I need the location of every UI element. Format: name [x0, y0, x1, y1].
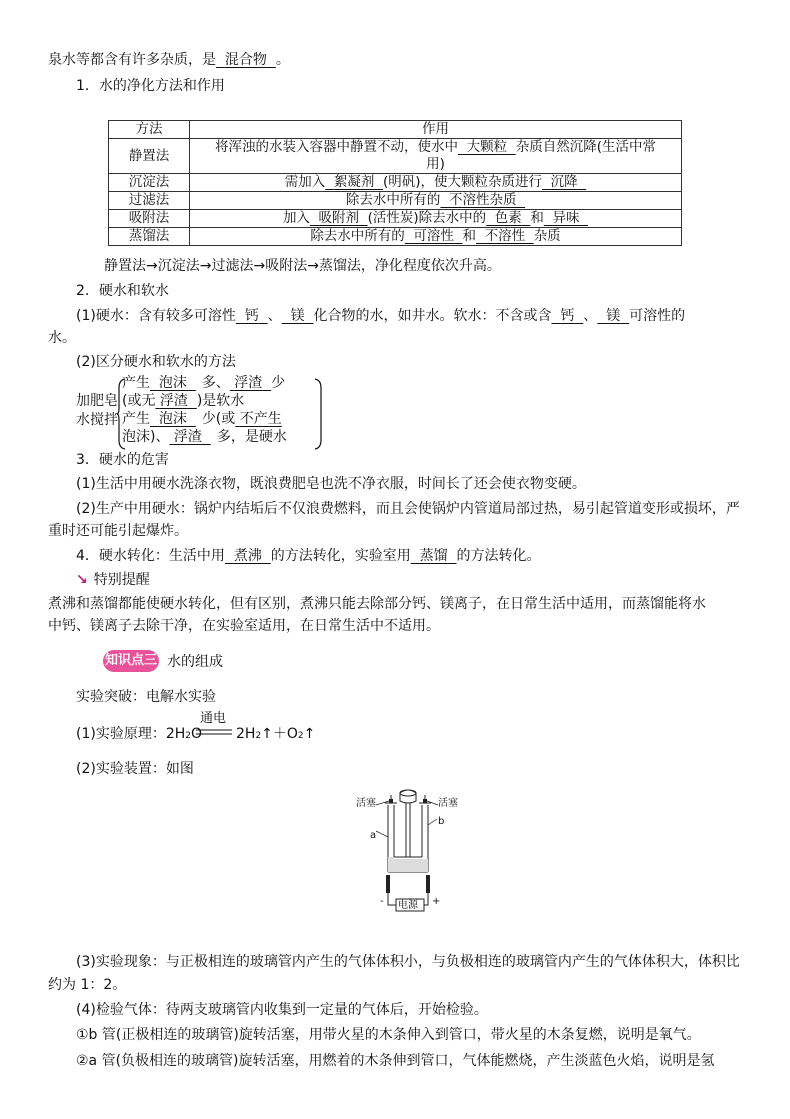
order-note: 静置法→沉淀法→过滤法→吸附法→蒸馏法，净化程度依次升高。 — [104, 258, 501, 274]
table-row — [109, 192, 682, 210]
arrow-icon: ↘ — [76, 572, 88, 588]
brace-left-label: 加肥皂 水搅拌 — [76, 393, 118, 428]
double-line-arrow — [196, 729, 232, 735]
brace-row: 泡沫)、 浮渣 多，是硬水 — [122, 429, 287, 445]
brace-row: (或无 浮渣 )是软水 — [122, 393, 245, 409]
method-cell: 过滤法 — [109, 192, 190, 210]
hazard-2: (2)生产中用硬水：锅炉内结垢后不仅浪费燃料，而且会使锅炉内管道局部过热，易引起管道变形或损坏，严 — [76, 501, 740, 517]
gas-test-line: (4)检验气体：待两支玻璃管内收集到一定量的气体后，开始检验。 — [76, 1002, 488, 1018]
blank-answer: 混合物 — [224, 52, 267, 68]
section-1-title: 1．水的净化方法和作用 — [76, 78, 225, 94]
reaction-products: 2H2↑＋O2↑ — [236, 726, 316, 742]
distinguish-title: (2)区分硬水和软水的方法 — [76, 354, 236, 370]
hydrogen-test-line: ②a 管(负极相连的玻璃管)旋转活塞，用燃着的木条伸到管口，气体能燃烧，产生淡蓝色火焰，说明是氢 — [76, 1053, 715, 1069]
hazard-1: (1)生活中用硬水洗涤衣物，既浪费肥皂也洗不净衣服，时间长了还会使衣物变硬。 — [76, 476, 586, 492]
tube-a-label: a — [370, 830, 377, 841]
table-row — [109, 139, 682, 174]
purification-table — [108, 120, 682, 246]
principle-line: (1)实验原理：2H2O — [76, 726, 203, 742]
phenomenon-line-cont: 约为 1：2。 — [48, 977, 127, 993]
table-row — [109, 210, 682, 228]
hazard-2-cont: 重时还可能引起爆炸。 — [48, 523, 188, 539]
hard-water-definition: (1)硬水：含有较多可溶性 钙 、 镁 化合物的水，如井水。软水：不含或含 钙 、 镁 可溶性的 — [76, 308, 686, 324]
intro-end: 。 — [275, 52, 290, 68]
method-cell: 静置法 — [109, 139, 190, 174]
hard-water-definition-cont: 水。 — [48, 330, 76, 346]
right-brace-icon — [314, 378, 324, 450]
tip-line: 中钙、镁离子去除干净，在实验室适用，在日常生活中不适用。 — [48, 618, 440, 634]
effect-cell: 除去水中所有的 可溶性 和 不溶性 杂质 — [190, 228, 682, 246]
intro-text: 泉水等都含有许多杂质，是 — [48, 52, 216, 68]
table-header: 方法 — [109, 121, 190, 139]
left-valve-label: 活塞 — [356, 798, 376, 809]
intro-line — [48, 50, 290, 70]
section-4: 4．硬水转化：生活中用 煮沸 的方法转化，实验室用 蒸馏 的方法转化。 — [76, 548, 541, 564]
oxygen-test-line: ①b 管(正极相连的玻璃管)旋转活塞，用带火星的木条伸入到管口，带火星的木条复燃，说明是氧气。 — [76, 1027, 701, 1043]
method-cell: 吸附法 — [109, 210, 190, 228]
apparatus-line: (2)实验装置：如图 — [76, 761, 194, 777]
negative-label: - — [380, 896, 384, 907]
tip-line: 煮沸和蒸馏都能使硬水转化，但有区别，煮沸只能去除部分钙、镁离子，在日常生活中适用，而蒸馏能将水 — [48, 596, 706, 612]
power-label: 电源 — [398, 900, 418, 911]
tube-b-label: b — [438, 816, 445, 827]
phenomenon-line: (3)实验现象：与正极相连的玻璃管内产生的气体体积小，与负极相连的玻璃管内产生的气体体积大，体积比 — [76, 954, 740, 970]
table-header: 作用 — [190, 121, 682, 139]
section-2-title: 2．硬水和软水 — [76, 283, 169, 299]
method-cell: 沉淀法 — [109, 174, 190, 192]
tip-title: 特别提醒 — [93, 572, 150, 588]
brace-row: 产生 泡沫 少(或 不产生 — [122, 411, 282, 427]
brace-row: 产生 泡沫 多、 浮渣 少 — [122, 375, 286, 391]
table-header-row — [109, 121, 682, 139]
effect-cell: 加入 吸附剂 (活性炭)除去水中的 色素 和 异味 — [190, 210, 682, 228]
effect-cell: 需加入 絮凝剂 (明矾)，使大颗粒杂质进行 沉降 — [190, 174, 682, 192]
special-tip-header — [76, 570, 150, 590]
table-row — [109, 174, 682, 192]
method-cell: 蒸馏法 — [109, 228, 190, 246]
effect-cell: 除去水中所有的 不溶性杂质 — [190, 192, 682, 210]
effect-cell: 将浑浊的水装入容器中静置不动，使水中 大颗粒 杂质自然沉降(生活中常 用) — [190, 139, 682, 174]
right-valve-label: 活塞 — [438, 798, 458, 809]
experiment-title: 实验突破：电解水实验 — [76, 689, 216, 705]
section-3-title: 3．硬水的危害 — [76, 452, 169, 468]
knowledge-point-badge: 知识点三 — [103, 650, 159, 672]
positive-label: + — [432, 896, 441, 907]
table-row — [109, 228, 682, 246]
knowledge-point-title: 水的组成 — [167, 654, 223, 670]
reaction-condition: 通电 — [200, 711, 227, 726]
